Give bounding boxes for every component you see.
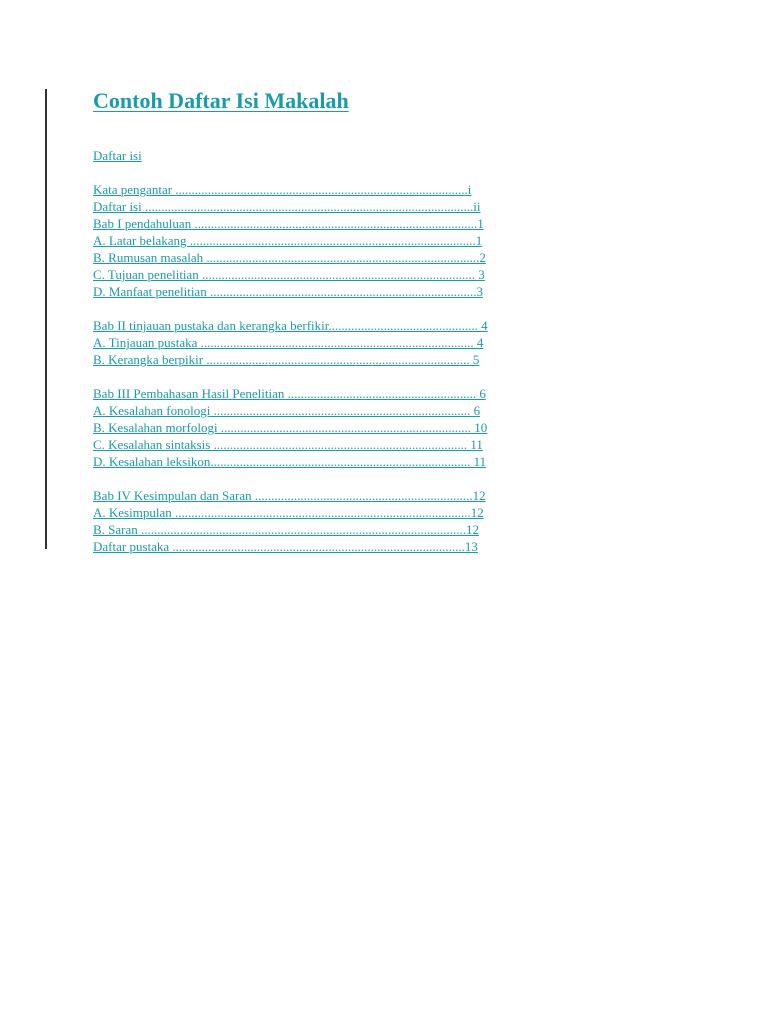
toc-entry-link[interactable]: Bab IV Kesimpulan dan Saran ...................................................................12	[93, 488, 486, 503]
toc-entry-link[interactable]: A. Kesalahan fonologi ............................................................................... 6	[93, 403, 481, 418]
toc-entry-link[interactable]: Bab I pendahuluan .......................................................................................1	[93, 216, 484, 231]
toc-entry-link[interactable]: Kata pengantar ..........................................................................................i	[93, 182, 472, 197]
toc-entry-link[interactable]: B. Saran ....................................................................................................12	[93, 522, 480, 537]
toc-entry-link[interactable]: Bab III Pembahasan Hasil Penelitian .......................................................... 6	[93, 386, 486, 401]
toc-entry-link[interactable]: A. Kesimpulan ...........................................................................................12	[93, 505, 484, 520]
toc-entry-link[interactable]: Daftar isi .....................................................................................................ii	[93, 199, 481, 214]
toc-entry-link[interactable]: C. Tujuan penelitian .................................................................................... 3	[93, 267, 485, 282]
toc-entry-link[interactable]: D. Manfaat penelitian ..................................................................................3	[93, 284, 483, 299]
toc-group	[93, 317, 693, 368]
document-content	[93, 86, 693, 555]
toc-group	[93, 181, 693, 300]
toc-entry-link[interactable]: Daftar pustaka ..........................................................................................13	[93, 539, 478, 554]
toc-group	[93, 385, 693, 470]
toc-entry-link[interactable]: B. Rumusan masalah ....................................................................................2	[93, 250, 486, 265]
toc-group	[93, 487, 693, 555]
toc-entry-link[interactable]: A. Latar belakang ........................................................................................1	[93, 233, 483, 248]
toc-entry-link[interactable]: B. Kesalahan morfologi ............................................................................. 10	[93, 420, 488, 435]
toc-entry-link[interactable]: B. Kerangka berpikir ................................................................................. 5	[93, 352, 480, 367]
toc-heading[interactable]: Daftar isi	[93, 148, 142, 163]
toc-entry-link[interactable]: A. Tinjauan pustaka .................................................................................... 4	[93, 335, 484, 350]
toc-entry-link[interactable]: C. Kesalahan sintaksis .............................................................................. 11	[93, 437, 483, 452]
document-title[interactable]: Contoh Daftar Isi Makalah	[93, 88, 349, 113]
toc-entry-link[interactable]: D. Kesalahan leksikon................................................................................ 11	[93, 454, 487, 469]
margin-line	[45, 89, 47, 549]
table-of-contents	[93, 181, 693, 555]
toc-entry-link[interactable]: Bab II tinjauan pustaka dan kerangka berfikir.............................................. 4	[93, 318, 488, 333]
